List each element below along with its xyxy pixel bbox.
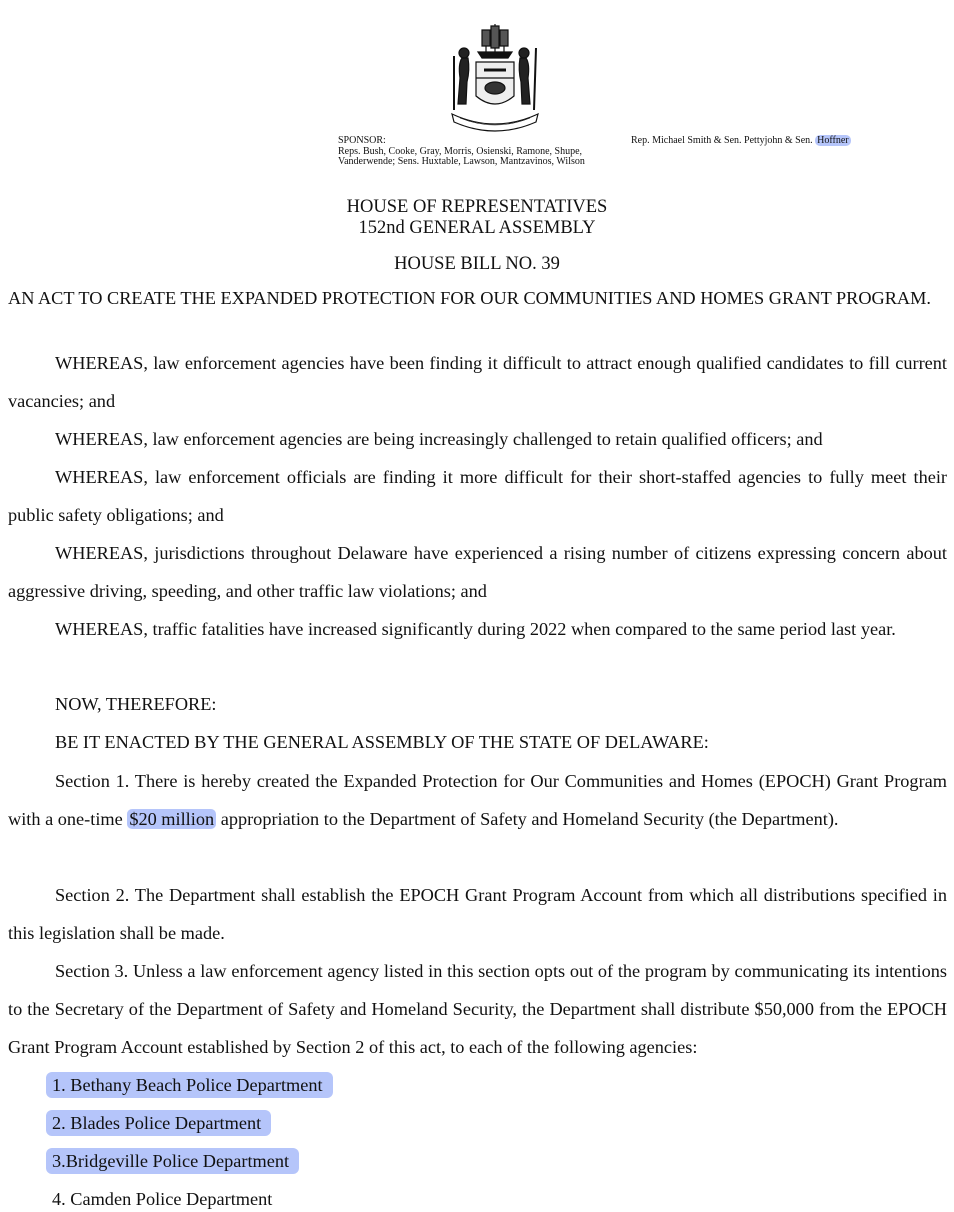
agency-list-item: 4. Camden Police Department (52, 1189, 273, 1209)
section-1-after: appropriation to the Department of Safety and Homeland Security (the Department). (220, 809, 839, 829)
section-2: Section 2. The Department shall establish the EPOCH Grant Program Account from which all distributions specified in this legislation shall be made. (8, 885, 947, 943)
whereas-5: WHEREAS, traffic fatalities have increased significantly during 2022 when compared to the same period last year. (55, 619, 896, 639)
whereas-4: WHEREAS, jurisdictions throughout Delaware have experienced a rising number of citizens expressing concern about aggressive driving, speeding, and other traffic law violations; and (8, 543, 947, 601)
assembly-title: 152nd GENERAL ASSEMBLY (358, 218, 596, 238)
sponsor-block (338, 136, 600, 168)
whereas-1: WHEREAS, law enforcement agencies have been finding it difficult to attract enough qualified candidates to fill current vacancies; and (8, 353, 947, 411)
now-therefore: NOW, THEREFORE: (55, 694, 217, 714)
sponsor-label: SPONSOR: (338, 135, 386, 146)
bill-number: HOUSE BILL NO. 39 (394, 254, 560, 274)
section-1-before: Section 1. There is hereby created the Expanded Protection for Our Communities and Homes (EPOCH) Grant Program with a one-time (8, 771, 947, 829)
highlighted-sponsor: Hoffner (817, 135, 849, 146)
whereas-2: WHEREAS, law enforcement agencies are being increasingly challenged to retain qualified officers; and (55, 429, 823, 449)
section-3: Section 3. Unless a law enforcement agency listed in this section opts out of the program by communicating its intentions to the Secretary of the Department of Safety and Homeland Security, the Department shall distribute $50,000 from the EPOCH Grant Program Account established by Section 2 of this act, to each of the following agencies: (8, 961, 947, 1057)
primary-sponsors-text: Rep. Michael Smith & Sen. Pettyjohn & Sen. (631, 135, 813, 146)
sponsor-names: Reps. Bush, Cooke, Gray, Morris, Osienski, Ramone, Shupe, Vanderwende; Sens. Huxtable, Lawson, Mantzavinos, Wilson (338, 145, 585, 167)
chamber-title: HOUSE OF REPRESENTATIVES (346, 197, 608, 217)
whereas-3: WHEREAS, law enforcement officials are finding it more difficult for their short-staffed agencies to fully meet their public safety obligations; and (8, 467, 947, 525)
agency-list-item: 3.Bridgeville Police Department (46, 1148, 299, 1174)
enacting-clause: BE IT ENACTED BY THE GENERAL ASSEMBLY OF THE STATE OF DELAWARE: (55, 732, 709, 752)
agency-list-item: 1. Bethany Beach Police Department (46, 1072, 333, 1098)
act-title: AN ACT TO CREATE THE EXPANDED PROTECTION FOR OUR COMMUNITIES AND HOMES GRANT PROGRAM. (8, 288, 931, 308)
highlighted-amount: $20 million (129, 809, 215, 829)
delaware-seal-image (440, 18, 550, 140)
chamber-heading (0, 197, 954, 239)
agency-list-item: 2. Blades Police Department (46, 1110, 271, 1136)
section-1 (8, 762, 947, 838)
primary-sponsors (631, 136, 851, 147)
